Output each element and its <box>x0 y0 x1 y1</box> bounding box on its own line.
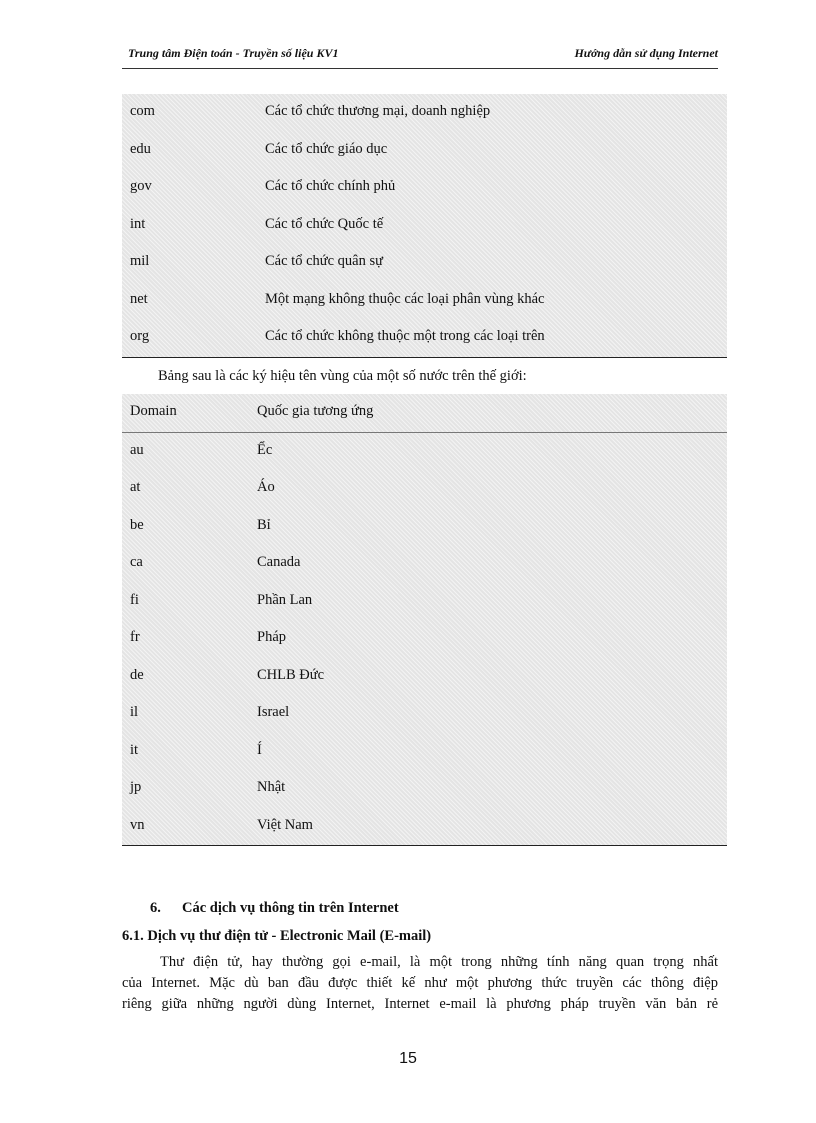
domain-description: Các tổ chức giáo dục <box>265 140 388 157</box>
table-row <box>122 658 727 696</box>
table-row <box>122 808 727 846</box>
country-name: Israel <box>257 704 290 720</box>
section-6-1-heading: 6.1. Dịch vụ thư điện tử - Electronic Mail (E-mail) <box>122 928 432 944</box>
domain-description: Các tổ chức Quốc tế <box>265 215 384 232</box>
table-row <box>122 545 727 583</box>
domain-code: com <box>130 103 155 119</box>
domain-description: Các tổ chức thương mại, doanh nghiệp <box>265 103 491 119</box>
section-6-number: 6. <box>150 900 161 916</box>
country-code: it <box>130 741 139 758</box>
table-row <box>122 620 727 658</box>
country-code: jp <box>130 779 142 795</box>
table-row <box>122 94 727 132</box>
table-row <box>122 470 727 508</box>
table-row <box>122 244 727 282</box>
country-name: Bỉ <box>257 516 271 533</box>
country-name: Pháp <box>257 629 286 645</box>
country-code: ca <box>130 554 143 570</box>
domain-code: mil <box>130 253 150 269</box>
country-code: vn <box>130 816 145 833</box>
country-code: at <box>130 479 141 495</box>
country-name: Ểc <box>257 441 273 458</box>
domain-description: Các tổ chức quân sự <box>265 253 383 269</box>
org-domain-table <box>122 94 727 358</box>
header-rule <box>122 68 718 69</box>
table-row <box>122 733 727 771</box>
table-row <box>122 770 727 808</box>
header-right-text: Hướng dẫn sử dụng Internet <box>574 46 718 60</box>
country-name: Í <box>257 741 262 758</box>
table-row <box>122 583 727 621</box>
country-name: Áo <box>257 479 275 495</box>
country-code: fi <box>130 591 139 608</box>
table-row <box>122 169 727 207</box>
domain-code: org <box>130 328 150 344</box>
header-left-text: Trung tâm Điện toán - Truyền số liệu KV1 <box>128 46 339 60</box>
country-name: CHLB Đức <box>257 666 325 683</box>
table-row <box>122 319 727 357</box>
table-row <box>122 695 727 733</box>
domain-description: Các tổ chức không thuộc một trong các loại trên <box>265 328 545 344</box>
page-number: 15 <box>399 1050 417 1067</box>
table-row <box>122 132 727 170</box>
table-header-row <box>122 394 727 433</box>
domain-description: Các tổ chức chính phủ <box>265 178 396 194</box>
country-name: Nhật <box>257 779 286 795</box>
table-row <box>122 282 727 320</box>
domain-code: gov <box>130 178 152 194</box>
paragraph-line: Thư điện tử, hay thường gọi e-mail, là một trong những tính năng quan trọng nhất <box>160 954 718 970</box>
table-row <box>122 433 727 471</box>
country-table-intro: Bảng sau là các ký hiệu tên vùng của một số nước trên thế giới: <box>158 368 527 384</box>
country-name: Phần Lan <box>257 591 313 608</box>
column-header-domain: Domain <box>130 403 177 419</box>
domain-description: Một mạng không thuộc các loại phân vùng khác <box>265 290 545 307</box>
country-code: de <box>130 666 144 683</box>
column-header-country: Quốc gia tương ứng <box>257 403 374 419</box>
paragraph-line: riêng giữa những người dùng Internet, Internet e-mail là phương pháp truyền văn bản rẻ <box>122 996 718 1012</box>
country-code: be <box>130 516 144 533</box>
country-name: Việt Nam <box>257 816 313 833</box>
section-6-heading <box>150 900 399 917</box>
body-paragraph <box>122 952 718 1015</box>
country-domain-table <box>122 394 727 846</box>
domain-code: edu <box>130 140 151 157</box>
country-code: au <box>130 441 144 458</box>
country-code: fr <box>130 629 140 645</box>
section-6-title: Các dịch vụ thông tin trên Internet <box>182 900 399 916</box>
table-row <box>122 207 727 245</box>
domain-code: int <box>130 215 146 232</box>
paragraph-line: của Internet. Mặc dù ban đầu được thiết kế như một phương thức truyền các thông điệp <box>122 975 718 991</box>
country-name: Canada <box>257 554 301 570</box>
domain-code: net <box>130 290 148 307</box>
country-code: il <box>130 704 139 720</box>
table-row <box>122 508 727 546</box>
